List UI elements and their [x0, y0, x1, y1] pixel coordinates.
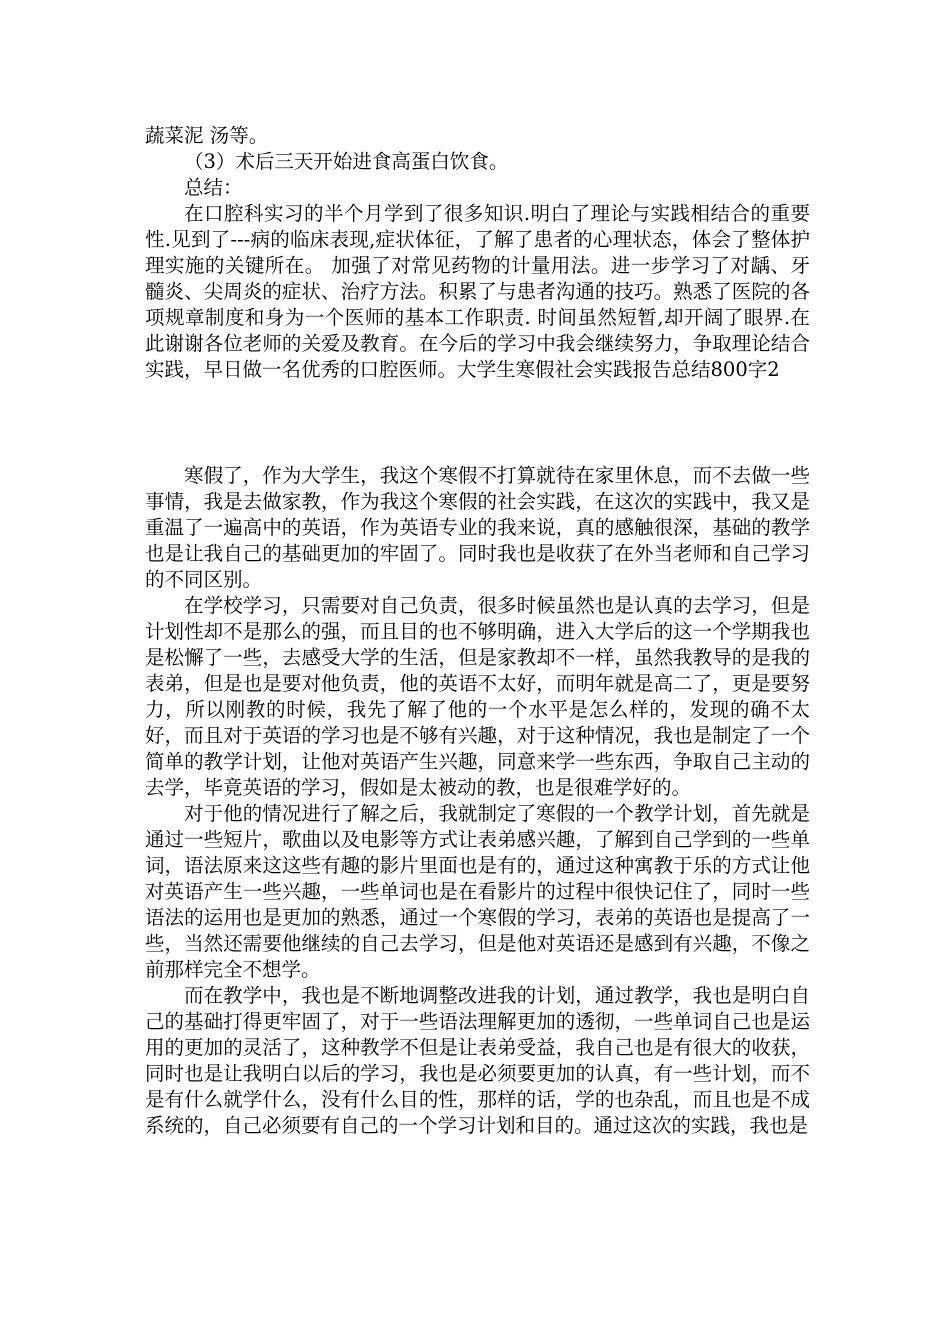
summary-section	[145, 123, 810, 383]
section-heading: 总结：	[184, 176, 243, 199]
paragraph: 而在教学中，我也是不断地调整改进我的计划，通过教学，我也是明白自己的基础打得更牢固了，对于一些语法理解更加的透彻，一些单词自己也是运用的更加的灵活了，这种教学不但是让表弟受益，我自己也是有很大的收获，同时也是让我明白以后的学习，我也是必须要更加的认真，有一些计划，而不是有什么就学什么，没有什么目的性，那样的话，学的也杂乱，而且也是不成系统的，自己必须要有自己的一个学习计划和目的。通过这次的实践，我也是	[145, 984, 810, 1137]
paragraph: 在学校学习，只需要对自己负责，很多时候虽然也是认真的去学习，但是计划性却不是那么的强，而且目的也不够明确，进入大学后的这一个学期我也是松懈了一些，去感受大学的生活，但是家教却不一样，虽然我教导的是我的表弟，但是也是要对他负责，他的英语不太好，而明年就是高二了，更是要努力，所以刚教的时候，我先了解了他的一个水平是怎么样的，发现的确不太好，而且对于英语的学习也是不够有兴趣，对于这种情况，我也是制定了一个简单的教学计划，让他对英语产生兴趣，同意来学一些东西，争取自己主动的去学，毕竟英语的学习，假如是太被动的教，也是很难学好的。	[145, 594, 810, 799]
text-line: 蔬菜泥 汤等。	[145, 124, 269, 147]
paragraph: 对于他的情况进行了解之后，我就制定了寒假的一个教学计划，首先就是通过一些短片，歌曲以及电影等方式让表弟感兴趣，了解到自己学到的一些单词，语法原来这这些有趣的影片里面也是有的，通过这种寓教于乐的方式让他对英语产生一些兴趣，一些单词也是在看影片的过程中很快记住了，同时一些语法的运用也是更加的熟悉，通过一个寒假的学习，表弟的英语也是提高了一些，当然还需要他继续的自己去学习，但是他对英语还是感到有兴趣，不像之前那样完全不想学。	[145, 802, 810, 981]
list-item: （3）术后三天开始进食高蛋白饮食。	[184, 150, 509, 173]
paragraph: 在口腔科实习的半个月学到了很多知识.明白了理论与实践相结合的重要性.见到了---病的临床表现,症状体征，了解了患者的心理状态，体会了整体护理实施的关键所在。 加强了对常见药物的计量用法。进一步学习了对龋、牙髓炎、尖周炎的症状、治疗方法。积累了与患者沟通的技巧。熟悉了医院的各项规章制度和身为一个医师的基本工作职责. 时间虽然短暂,却开阔了眼界.在此谢谢各位老师的关爱及教育。在今后的学习中我会继续努力，争取理论结合实践，早日做一名优秀的口腔医师。大学生寒假社会实践报告总结800字2	[145, 202, 810, 381]
paragraph: 寒假了，作为大学生，我这个寒假不打算就待在家里休息，而不去做一些事情，我是去做家教，作为我这个寒假的社会实践，在这次的实践中，我又是重温了一遍高中的英语，作为英语专业的我来说，真的感触很深，基础的教学也是让我自己的基础更加的牢固了。同时我也是收获了在外当老师和自己学习的不同区别。	[145, 464, 810, 591]
report-section	[145, 463, 810, 1139]
